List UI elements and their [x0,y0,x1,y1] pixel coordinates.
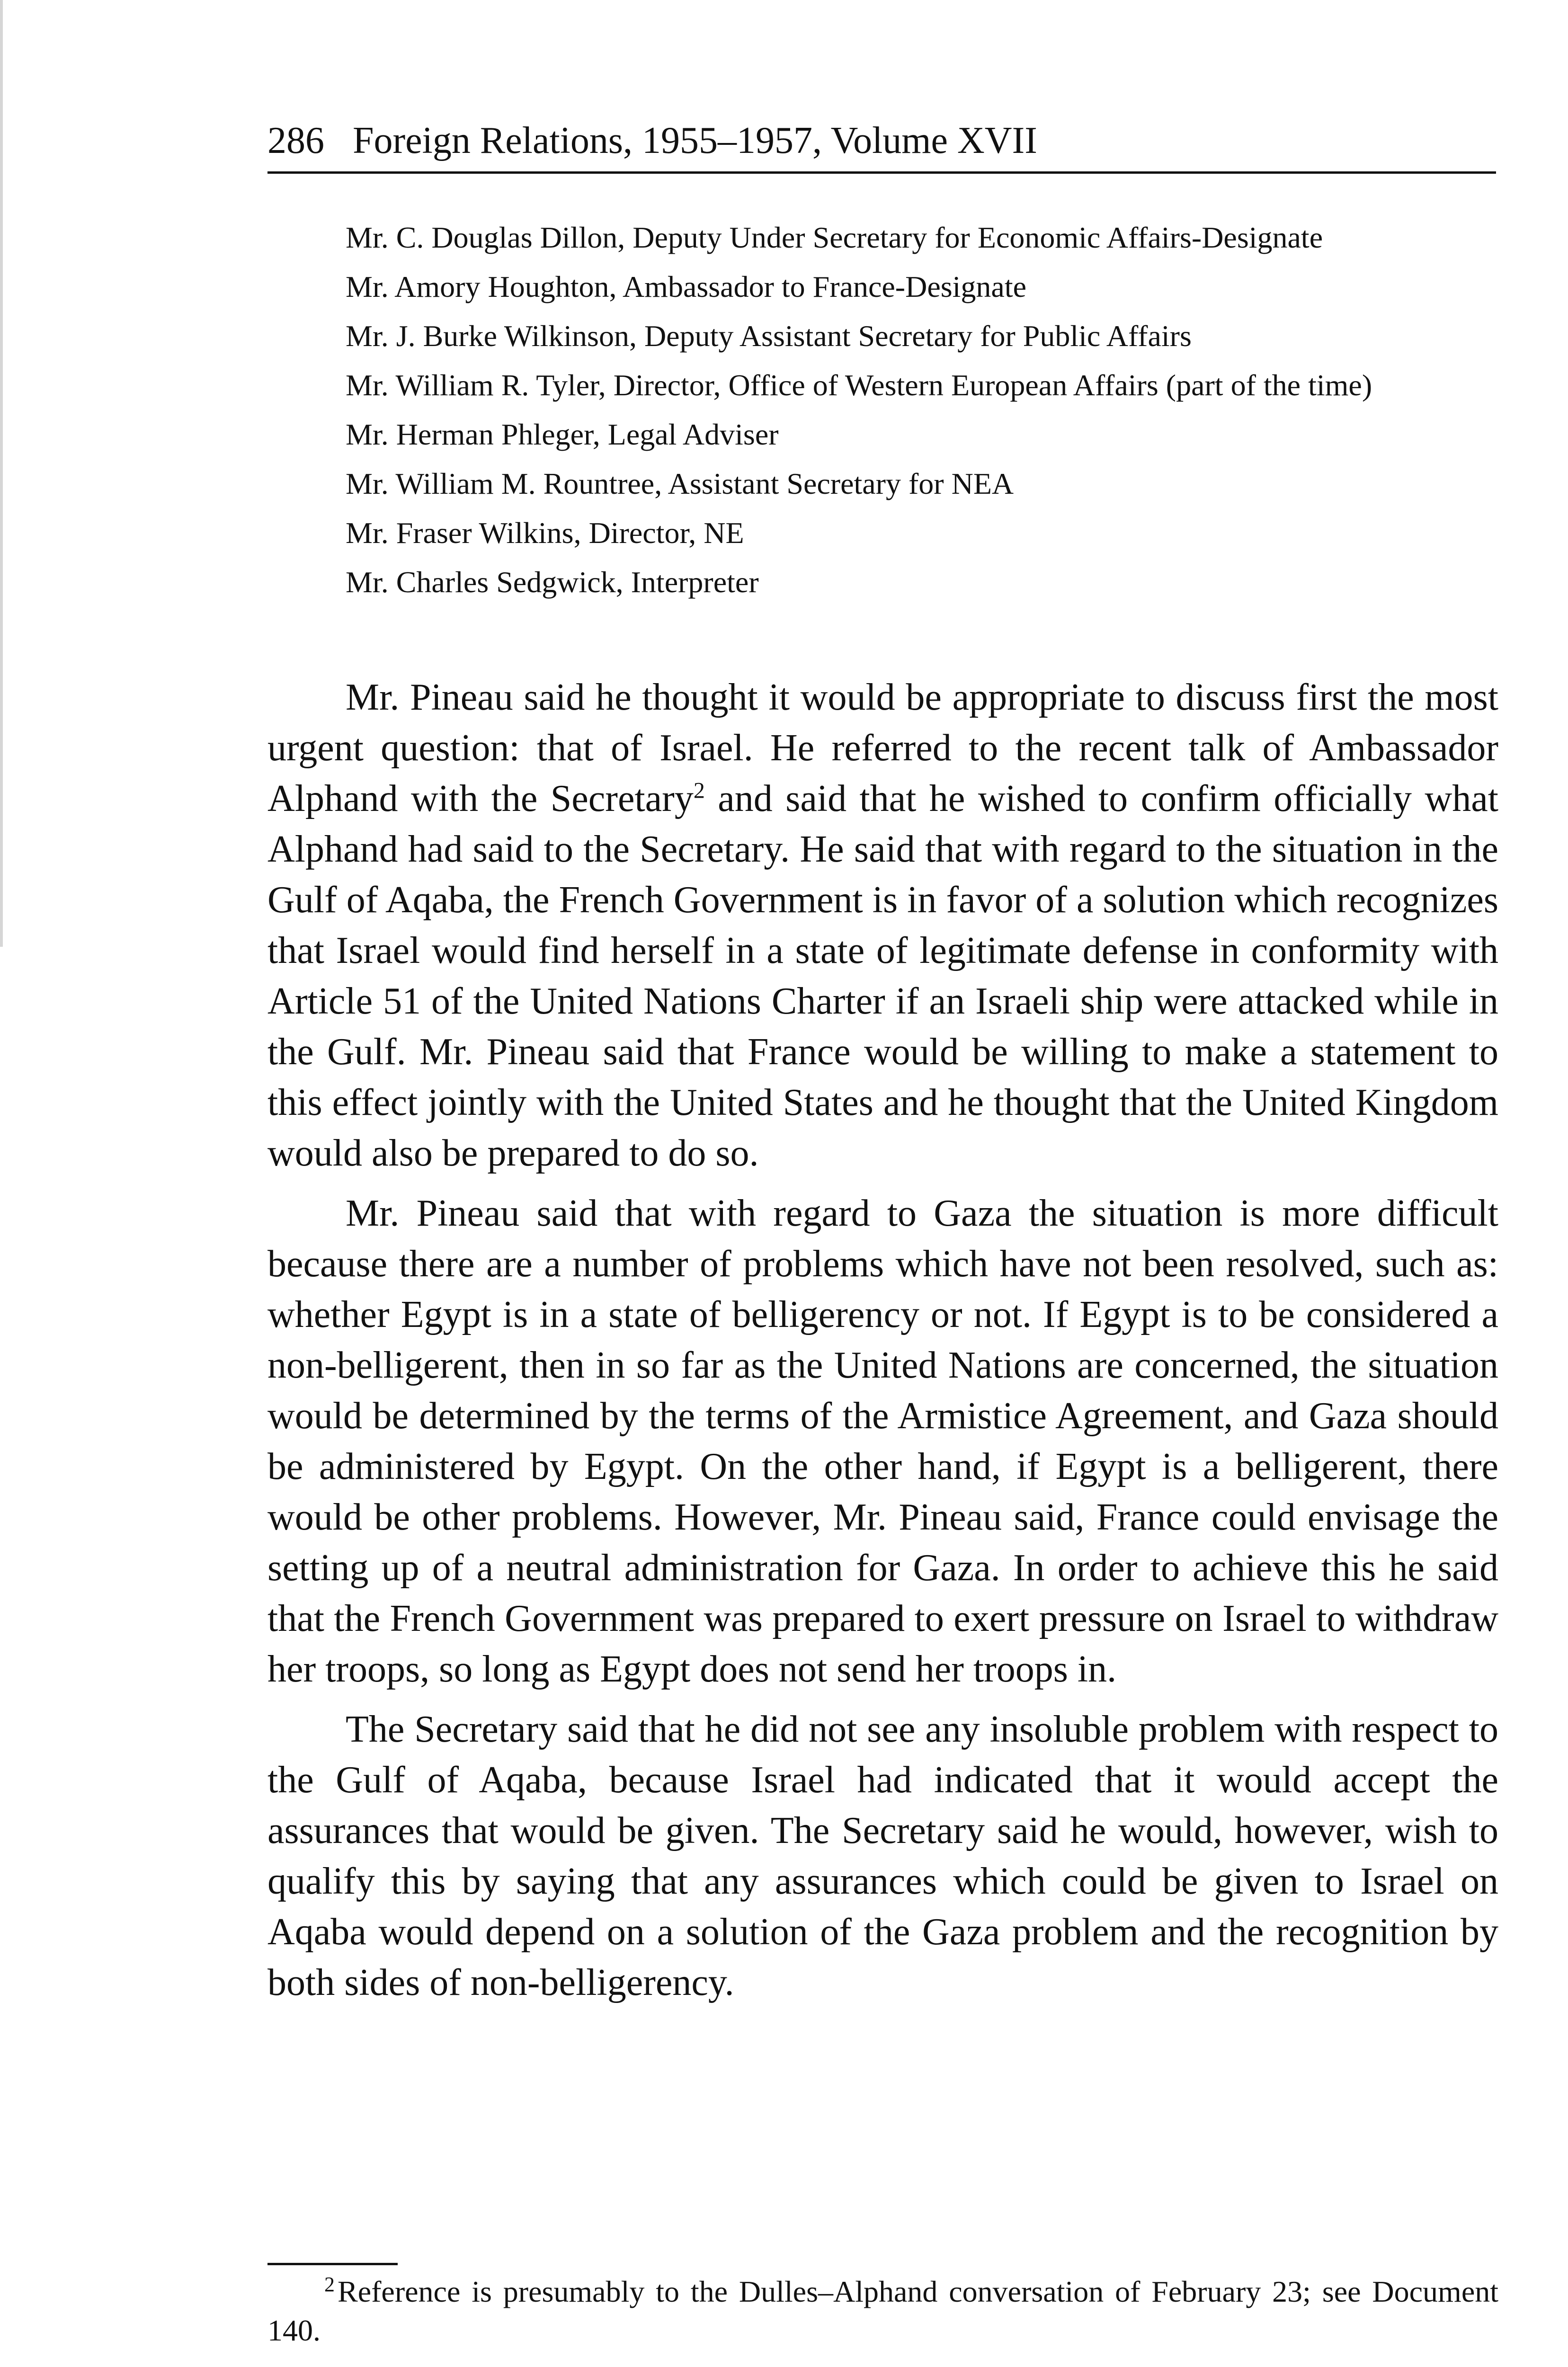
paragraph-pineau-gaza: Mr. Pineau said that with regard to Gaza the situation is more difficult because there are a number of problems which have not been resolved, such as: whether Egypt is in a state of belligerency or not. If Egypt is to be considered a non-belligerent, then in so far as the United Nations are concerned, the situation would be determined by the terms of the Armistice Agreement, and Gaza should be administered by Egypt. On the other hand, if Egypt is a belligerent, there would be other problems. However, Mr. Pineau said, France could envisage the setting up of a neutral administration for Gaza. In order to achieve this he said that the French Government was prepared to exert pressure on Israel to withdraw her troops, so long as Egypt does not send her troops in. [267,1192,1498,1690]
running-head [267,110,1496,174]
attendee-list [346,213,1453,607]
page-number: 286 [267,120,324,161]
attendee-item: Mr. J. Burke Wilkinson, Deputy Assistant Secretary for Public Affairs [346,319,1192,353]
paragraph-text: and said that he wished to confirm officially what Alphand had said to the Secretary. He said that with regard to the situation in the Gulf of Aqaba, the French Government is in favor of a solution which recognizes that Israel would find herself in a state of legitimate defense in conformity with Article 51 of the United Nations Charter if an Israeli ship were attacked while in the Gulf. Mr. Pineau said that France would be willing to make a statement to this effect jointly with the United States and he thought that the United Kingdom would also be prepared to do so. [267,778,1499,1174]
attendee-item: Mr. William M. Rountree, Assistant Secretary for NEA [346,467,1014,500]
footnote-mark: 2 [324,2272,335,2296]
footnote [267,2272,1498,2350]
attendee-item: Mr. Fraser Wilkins, Director, NE [346,516,744,550]
paragraph-pineau-israel [267,672,1498,1179]
running-title: Foreign Relations, 1955–1957, Volume XVII [353,120,1037,161]
paragraph-secretary-aqaba: The Secretary said that he did not see any insoluble problem with respect to the Gulf of Aqaba, because Israel had indicated that it would accept the assurances that would be given. The Secretary said he would, however, wish to qualify this by saying that any assurances which could be given to Israel on Aqaba would depend on a solution of the Gaza problem and the recognition by both sides of non-belligerency. [267,1709,1498,2003]
attendee-item: Mr. C. Douglas Dillon, Deputy Under Secretary for Economic Affairs-Designate [346,221,1323,254]
attendee-item: Mr. Amory Houghton, Ambassador to France-Designate [346,270,1026,303]
footnote-text: Reference is presumably to the Dulles–Alphand conversation of February 23; see Document 140. [267,2275,1498,2347]
scan-edge-shadow [0,0,3,947]
attendee-item: Mr. Charles Sedgwick, Interpreter [346,565,759,599]
attendee-item: Mr. Herman Phleger, Legal Adviser [346,418,779,451]
body-text [267,672,1498,2018]
paragraph-text: Mr. Pineau said he thought it would be appropriate to discuss first the most urgent question: that of Israel. He referred to the recent talk of Ambassador Alphand with the Secretary [267,676,1498,819]
footnote-reference: 2 [693,778,705,803]
attendee-item: Mr. William R. Tyler, Director, Office of Western European Affairs (part of the time) [346,368,1372,402]
footnote-divider [267,2263,398,2265]
